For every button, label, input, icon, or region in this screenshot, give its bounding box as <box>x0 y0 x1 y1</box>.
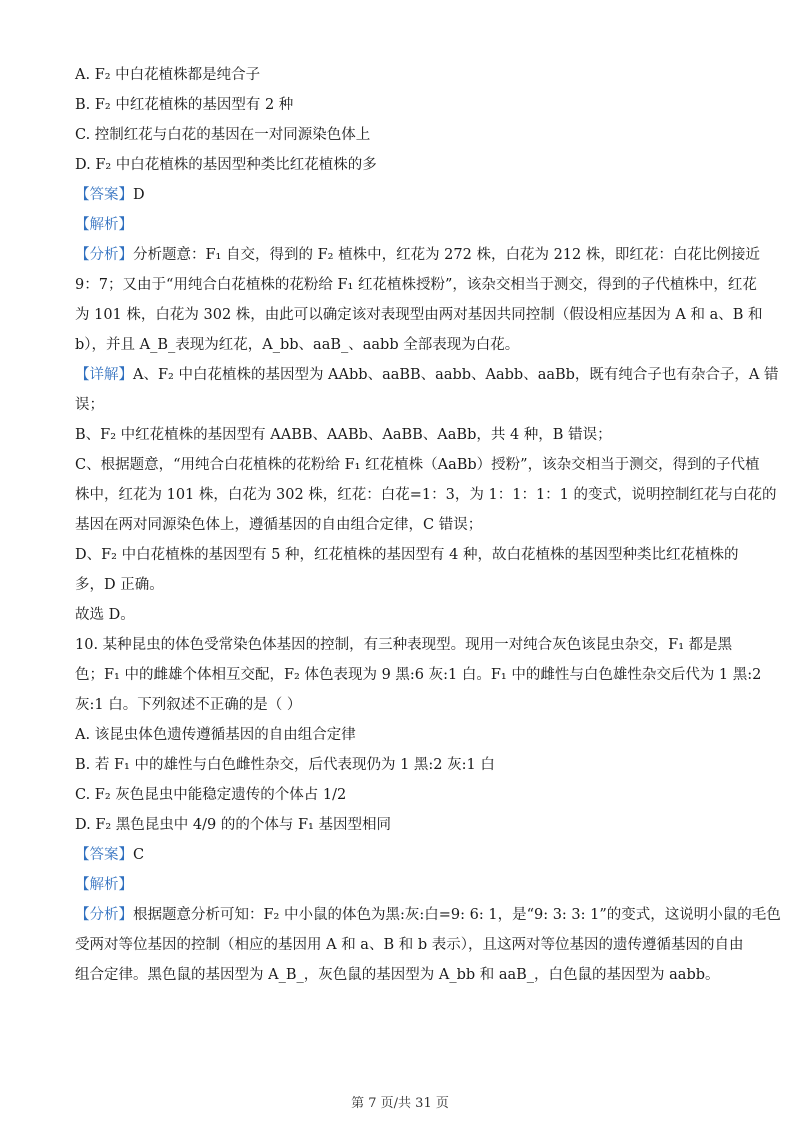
fenxi-tag: 【分析】 <box>75 247 133 263</box>
answer-value: C <box>133 847 145 863</box>
q9-fenxi-line: b），并且 A_B_表现为红花，A_bb、aaB_、aabb 全部表现为白花。 <box>75 337 520 353</box>
q10-fenxi-line: 组合定律。黑色鼠的基因型为 A_B_，灰色鼠的基因型为 A_bb 和 aaB_，白色鼠的基因型为 aabb。 <box>75 967 720 983</box>
q9-fenxi-line: 9：7；又由于“用纯合白花植株的花粉给 F₁ 红花植株授粉”，该杂交相当于测交，得到的子代植株中，红花 <box>75 277 757 293</box>
q10-stem: 10. 某种昆虫的体色受常染色体基因的控制，有三种表现型。现用一对纯合灰色该昆虫杂交，F₁ 都是黑 <box>75 637 733 653</box>
q9-xiangjie-line <box>75 360 779 390</box>
q9-explain-c: 株中，红花为 101 株，白花为 302 株，红花：白花=1：3，为 1：1：1：1 的变式，说明控制红花与白花的 <box>75 487 777 503</box>
q9-explain-b: B、F₂ 中红花植株的基因型有 AABB、AABb、AaBB、AaBb，共 4 种，B 错误； <box>75 427 612 443</box>
fenxi-tag: 【分析】 <box>75 907 133 923</box>
q10-stem: 灰:1 白。下列叙述不正确的是（ ） <box>75 697 302 713</box>
q10-option-c: C. F₂ 灰色昆虫中能稳定遗传的个体占 1/2 <box>75 787 347 803</box>
q10-analysis-tag: 【解析】 <box>75 877 133 893</box>
fenxi-text: 根据题意分析可知：F₂ 中小鼠的体色为黑:灰:白=9: 6: 1，是“9: 3: 3: 1”的变式，这说明小鼠的毛色 <box>133 907 781 923</box>
page-footer: 第 7 页/共 31 页 <box>351 1096 449 1111</box>
q10-answer <box>75 840 735 870</box>
q9-option-c: C. 控制红花与白花的基因在一对同源染色体上 <box>75 127 371 143</box>
xiangjie-text: A、F₂ 中白花植株的基因型为 AAbb、aaBB、aabb、Aabb、aaBb，既有纯合子也有杂合子，A 错 <box>133 367 779 383</box>
q10-option-b: B. 若 F₁ 中的雄性与白色雌性杂交，后代表现仍为 1 黑:2 灰:1 白 <box>75 757 495 773</box>
q10-option-d: D. F₂ 黑色昆虫中 4/9 的的个体与 F₁ 基因型相同 <box>75 817 391 833</box>
q9-fenxi-line <box>75 240 760 270</box>
q9-fenxi-line: 为 101 株，白花为 302 株，由此可以确定该对表现型由两对基因共同控制（假设相应基因为 A 和 a、B 和 <box>75 307 763 323</box>
q10-stem: 色；F₁ 中的雌雄个体相互交配，F₂ 体色表现为 9 黑:6 灰:1 白。F₁ 中的雌性与白色雄性杂交后代为 1 黑:2 <box>75 667 762 683</box>
fenxi-text: 分析题意：F₁ 自交，得到的 F₂ 植株中，红花为 272 株，白花为 212 株，即红花：白花比例接近 <box>133 247 760 263</box>
q9-option-b: B. F₂ 中红花植株的基因型有 2 种 <box>75 97 294 113</box>
xiangjie-tag: 【详解】 <box>75 367 133 383</box>
q9-explain-c: C、根据题意，“用纯合白花植株的花粉给 F₁ 红花植株（AaBb）授粉”，该杂交相当于测交，得到的子代植 <box>75 457 760 473</box>
q9-answer <box>75 180 735 210</box>
q9-option-d: D. F₂ 中白花植株的基因型种类比红花植株的多 <box>75 157 377 173</box>
q9-explain-c: 基因在两对同源染色体上，遵循基因的自由组合定律，C 错误； <box>75 517 483 533</box>
q9-explain-d: D、F₂ 中白花植株的基因型有 5 种，红花植株的基因型有 4 种，故白花植株的基因型种类比红花植株的 <box>75 547 739 563</box>
answer-value: D <box>133 187 145 203</box>
q9-analysis-tag: 【解析】 <box>75 217 133 233</box>
answer-tag: 【答案】 <box>75 187 133 203</box>
q10-option-a: A. 该昆虫体色遗传遵循基因的自由组合定律 <box>75 727 356 743</box>
q10-fenxi-line: 受两对等位基因的控制（相应的基因用 A 和 a、B 和 b 表示），且这两对等位基因的遗传遵循基因的自由 <box>75 937 744 953</box>
answer-tag: 【答案】 <box>75 847 133 863</box>
page-content <box>75 60 781 990</box>
q9-conclusion: 故选 D。 <box>75 607 135 623</box>
q9-explain-d: 多，D 正确。 <box>75 577 164 593</box>
q9-option-a: A. F₂ 中白花植株都是纯合子 <box>75 67 261 83</box>
q10-fenxi-line <box>75 900 781 930</box>
q9-xiangjie-line: 误； <box>75 397 104 413</box>
